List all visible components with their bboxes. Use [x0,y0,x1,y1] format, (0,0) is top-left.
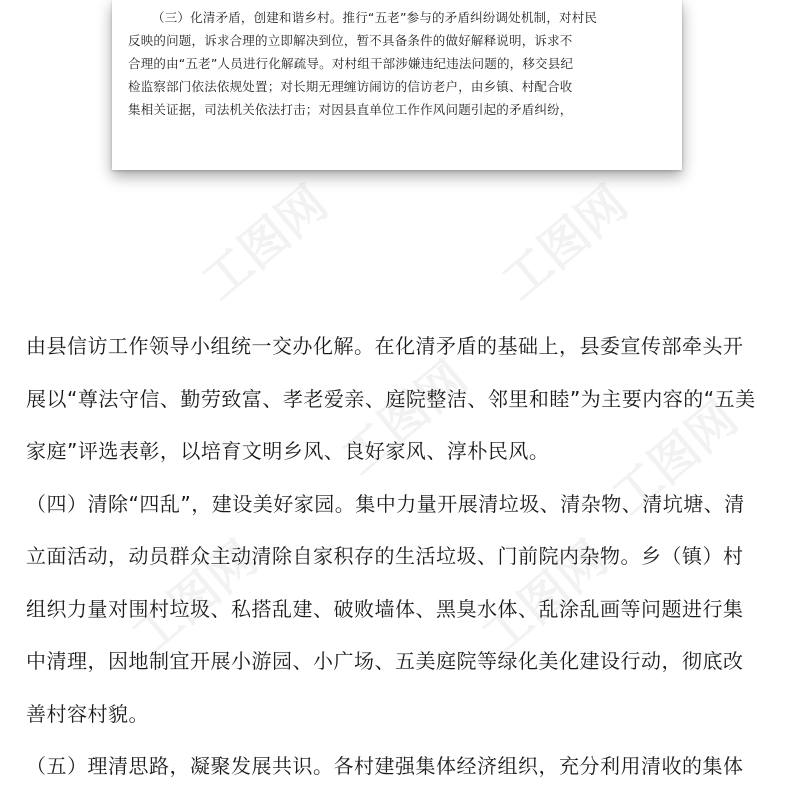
body-line: 由县信访工作领导小组统一交办化解。在化清矛盾的基础上，县委宣传部牵头开 [26,334,744,358]
preview-line: （三）化清矛盾，创建和谐乡村。推行“五老”参与的矛盾纠纷调处机制，对村民 [152,10,598,25]
body-line: （五）理清思路，凝聚发展共识。各村建强集体经济组织，充分利用清收的集体 [26,754,744,778]
preview-line: 合理的由“五老”人员进行化解疏导。对村组干部涉嫌违纪违法问题的，移交县纪 [128,56,574,71]
preview-line: 检监察部门依法依规处置；对长期无理缠访闹访的信访老户，由乡镇、村配合收 [128,79,573,94]
watermark-logo: 工图网 [601,390,749,526]
preview-line: 反映的问题，诉求合理的立即解决到位，暂不具备条件的做好解释说明，诉求不 [128,33,573,48]
preview-line: 集相关证据，司法机关依法打击；对因县直单位工作作风问题引起的矛盾纠纷， [128,102,573,117]
body-line: 组织力量对围村垃圾、私搭乱建、破败墙体、黑臭水体、乱涂乱画等问题进行集 [26,596,744,621]
document-preview-card [112,0,682,170]
watermark-logo: 工图网 [191,175,339,311]
body-line: 中清理，因地制宜开展小游园、小广场、五美庭院等绿化美化建设行动，彻底改 [26,649,744,673]
body-line: 善村容村貌。 [26,701,149,726]
watermark-logo: 工图网 [471,530,619,666]
watermark-logo: 工图网 [331,350,479,486]
watermark-logo: 工图网 [121,530,269,666]
body-line: 立面活动，动员群众主动清除自家积存的生活垃圾、门前院内杂物。乡（镇）村 [26,544,744,568]
watermark-logo: 工图网 [491,175,639,311]
document-body [26,320,786,793]
body-line: （四）清除“四乱”，建设美好家园。集中力量开展清垃圾、清杂物、清坑塘、清 [26,491,745,516]
body-line: 展以“尊法守信、勤劳致富、孝老爱亲、庭院整洁、邻里和睦”为主要内容的“五美 [26,386,756,411]
preview-text-block [128,6,666,121]
body-line: 家庭”评选表彰，以培育文明乡风、良好家风、淳朴民风。 [26,439,550,463]
